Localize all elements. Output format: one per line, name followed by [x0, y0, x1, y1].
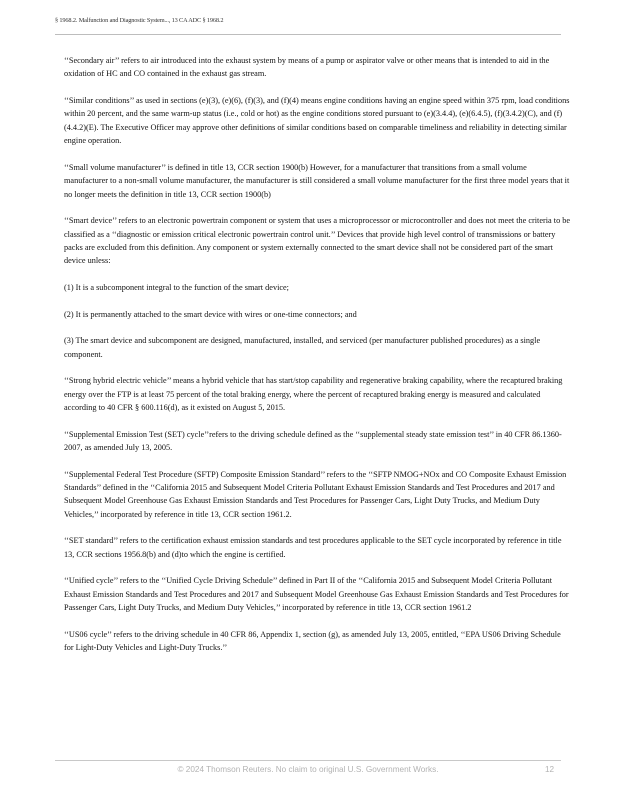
definition-set-cycle: ‘‘Supplemental Emission Test (SET) cycle’’refers to the driving schedule defined as the ‘‘supplemental steady state emission test’’ in 40 CFR 86.1360-2007, as amended July 13, 2005.: [64, 429, 562, 453]
definition-secondary-air: ‘‘Secondary air’’ refers to air introduced into the exhaust system by means of a pump or aspirator valve or other means that is intended to aid in the oxidation of HC and CO contained in the exhaust gas stream.: [64, 56, 550, 79]
definition-unified-cycle: ‘‘Unified cycle’’ refers to the ‘‘Unified Cycle Driving Schedule’’ defined in Part II of the ‘‘California 2015 and Subsequent Model Criteria Pollutant Exhaust Emission Standards and Test Procedures and 2017 and Subsequent Model Greenhouse Gas Exhaust Emission Standards and Test Procedures for Passenger Cars, Light Duty Trucks, and Medium Duty Vehicles,’’ incorporated by reference in title 13, CCR section 1961.2: [64, 576, 569, 613]
definition-small-volume-manufacturer: ‘‘Small volume manufacturer’’ is defined in title 13, CCR section 1900(b) However, for a manufacturer that transitions from a small volume manufacturer to a non-small volume manufacturer, the manufacturer is still considered a small volume manufacturer for the first three model years that it no longer meets the definition in title 13, CCR section 1900(b): [64, 162, 570, 199]
header-divider: [55, 34, 561, 35]
definition-set-standard: ‘‘SET standard’’ refers to the certification exhaust emission standards and test procedures applicable to the SET cycle incorporated by reference in title 13, CCR sections 1956.8(b) and (d)to which the engine is certified.: [64, 536, 562, 559]
definition-smart-device: ‘‘Smart device’’ refers to an electronic powertrain component or system that uses a microprocessor or microcontroller and does not meet the criteria to be classified as a ‘‘diagnostic or emission critical electronic powertrain control unit.’’ Devices that provide high level control of transmissions or battery packs are excluded from this definition. Any component or system externally connected to the smart device shall not be considered part of the smart device unless:: [64, 216, 571, 266]
definition-similar-conditions: ‘‘Similar conditions’’ as used in sections (e)(3), (e)(6), (f)(3), and (f)(4) means engine conditions having an engine speed within 375 rpm, load conditions within 20 percent, and the same warm-up status (i.e., cold or hot) as the engine conditions stored pursuant to (e)(3.4.4), (e)(6.4.5), (f)(3.4.2)(C), and (f)(4.4.2)(E). The Executive Officer may approve other definitions of similar conditions based on comparable timeliness and reliability in detecting similar engine operation.: [64, 96, 570, 146]
document-body: [64, 54, 572, 668]
smart-device-criterion-2: (2) It is permanently attached to the smart device with wires or one-time connectors; and: [64, 309, 357, 319]
definition-us06-cycle: ‘‘US06 cycle’’ refers to the driving schedule in 40 CFR 86, Appendix 1, section (g), as amended July 13, 2005, entitled, ‘‘EPA US06 Driving Schedule for Light-Duty Vehicles and Light-Duty Trucks.’’: [64, 629, 561, 653]
footer-copyright: © 2024 Thomson Reuters. No claim to original U.S. Government Works.: [177, 765, 439, 774]
smart-device-criterion-3: (3) The smart device and subcomponent are designed, manufactured, installed, and serviced (per manufacturer published procedures) as a single component.: [64, 336, 541, 359]
smart-device-criterion-1: (1) It is a subcomponent integral to the function of the smart device;: [64, 283, 289, 293]
running-header: § 1968.2. Malfunction and Diagnostic System..., 13 CA ADC § 1968.2: [55, 17, 224, 24]
footer-divider: [55, 760, 561, 761]
definition-strong-hybrid-electric-vehicle: ‘‘Strong hybrid electric vehicle’’ means a hybrid vehicle that has start/stop capability and regenerative braking capability, where the recaptured braking energy over the FTP is at least 75 percent of the total braking energy, where the percent of recaptured braking energy is measured and calculated according to 40 CFR § 600.116(d), as it existed on August 5, 2015.: [64, 376, 563, 413]
definition-sftp-composite-standard: ‘‘Supplemental Federal Test Procedure (SFTP) Composite Emission Standard’’ refers to the ‘‘SFTP NMOG+NOx and CO Composite Exhaust Emission Standards’’ defined in the ‘‘California 2015 and Subsequent Model Criteria Pollutant Exhaust Emission Standards and Test Procedures and 2017 and Subsequent Model Greenhouse Gas Exhaust Emission Standards and Test Procedures for Passenger Cars, Light Duty Trucks, and Medium Duty Vehicles,’’ incorporated by reference in title 13, CCR section 1961.2.: [64, 469, 567, 519]
page-number: 12: [545, 765, 555, 774]
